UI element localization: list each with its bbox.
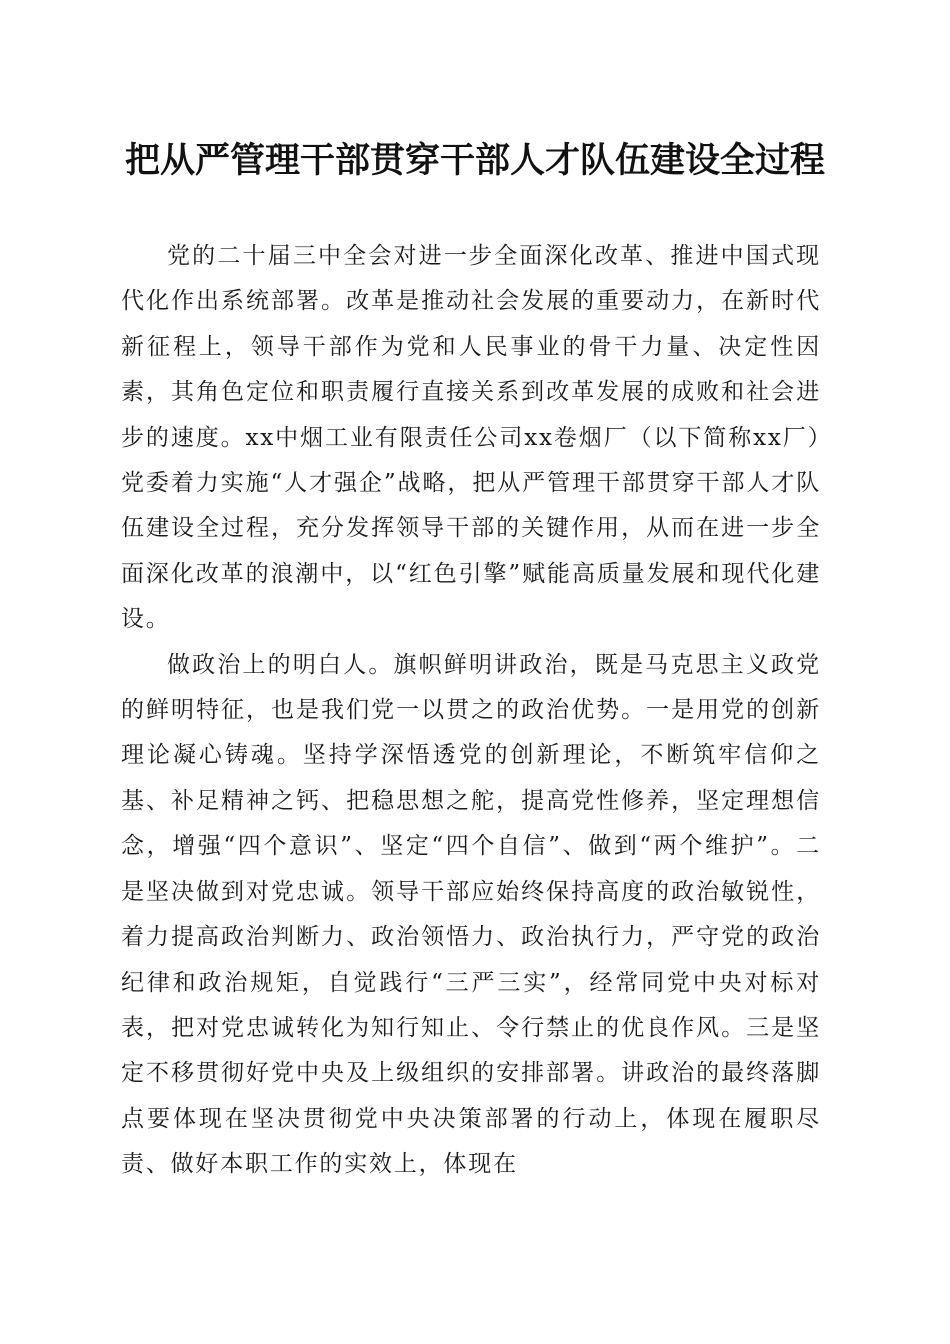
paragraph-political: 做政治上的明白人。旗帜鲜明讲政治，既是马克思主义政党的鲜明特征，也是我们党一以贯之的政治优势。一是用党的创新理论凝心铸魂。坚持学深悟透党的创新理论，不断筑牢信仰之基、补足精神之钙、把稳思想之舵，提高党性修养，坚定理想信念，增强“四个意识”、坚定“四个自信”、做到“两个维护”。二是坚决做到对党忠诚。领导干部应始终保持高度的政治敏锐性，着力提高政治判断力、政治领悟力、政治执行力，严守党的政治纪律和政治规矩，自觉践行“三严三实”，经常同党中央对标对表，把对党忠诚转化为知行知止、令行禁止的优良作风。三是坚定不移贯彻好党中央及上级组织的安排部署。讲政治的最终落脚点要体现在坚决贯彻党中央决策部署的行动上，体现在履职尽责、做好本职工作的实效上，体现在: [121, 651, 821, 1178]
paragraph-intro: 党的二十届三中全会对进一步全面深化改革、推进中国式现代化作出系统部署。改革是推动社会发展的重要动力，在新时代新征程上，领导干部作为党和人民事业的骨干力量、决定性因素，其角色定位和职责履行直接关系到改革发展的成败和社会进步的速度。xx中烟工业有限责任公司xx卷烟厂（以下简称xx厂）党委着力实施“人才强企”战略，把从严管理干部贯穿干部人才队伍建设全过程，充分发挥领导干部的关键作用，从而在进一步全面深化改革的浪潮中，以“红色引擎”赋能高质量发展和现代化建设。: [121, 243, 821, 633]
document-title: 把从严管理干部贯穿干部人才队伍建设全过程: [124, 140, 825, 181]
document-body: [121, 234, 821, 1188]
